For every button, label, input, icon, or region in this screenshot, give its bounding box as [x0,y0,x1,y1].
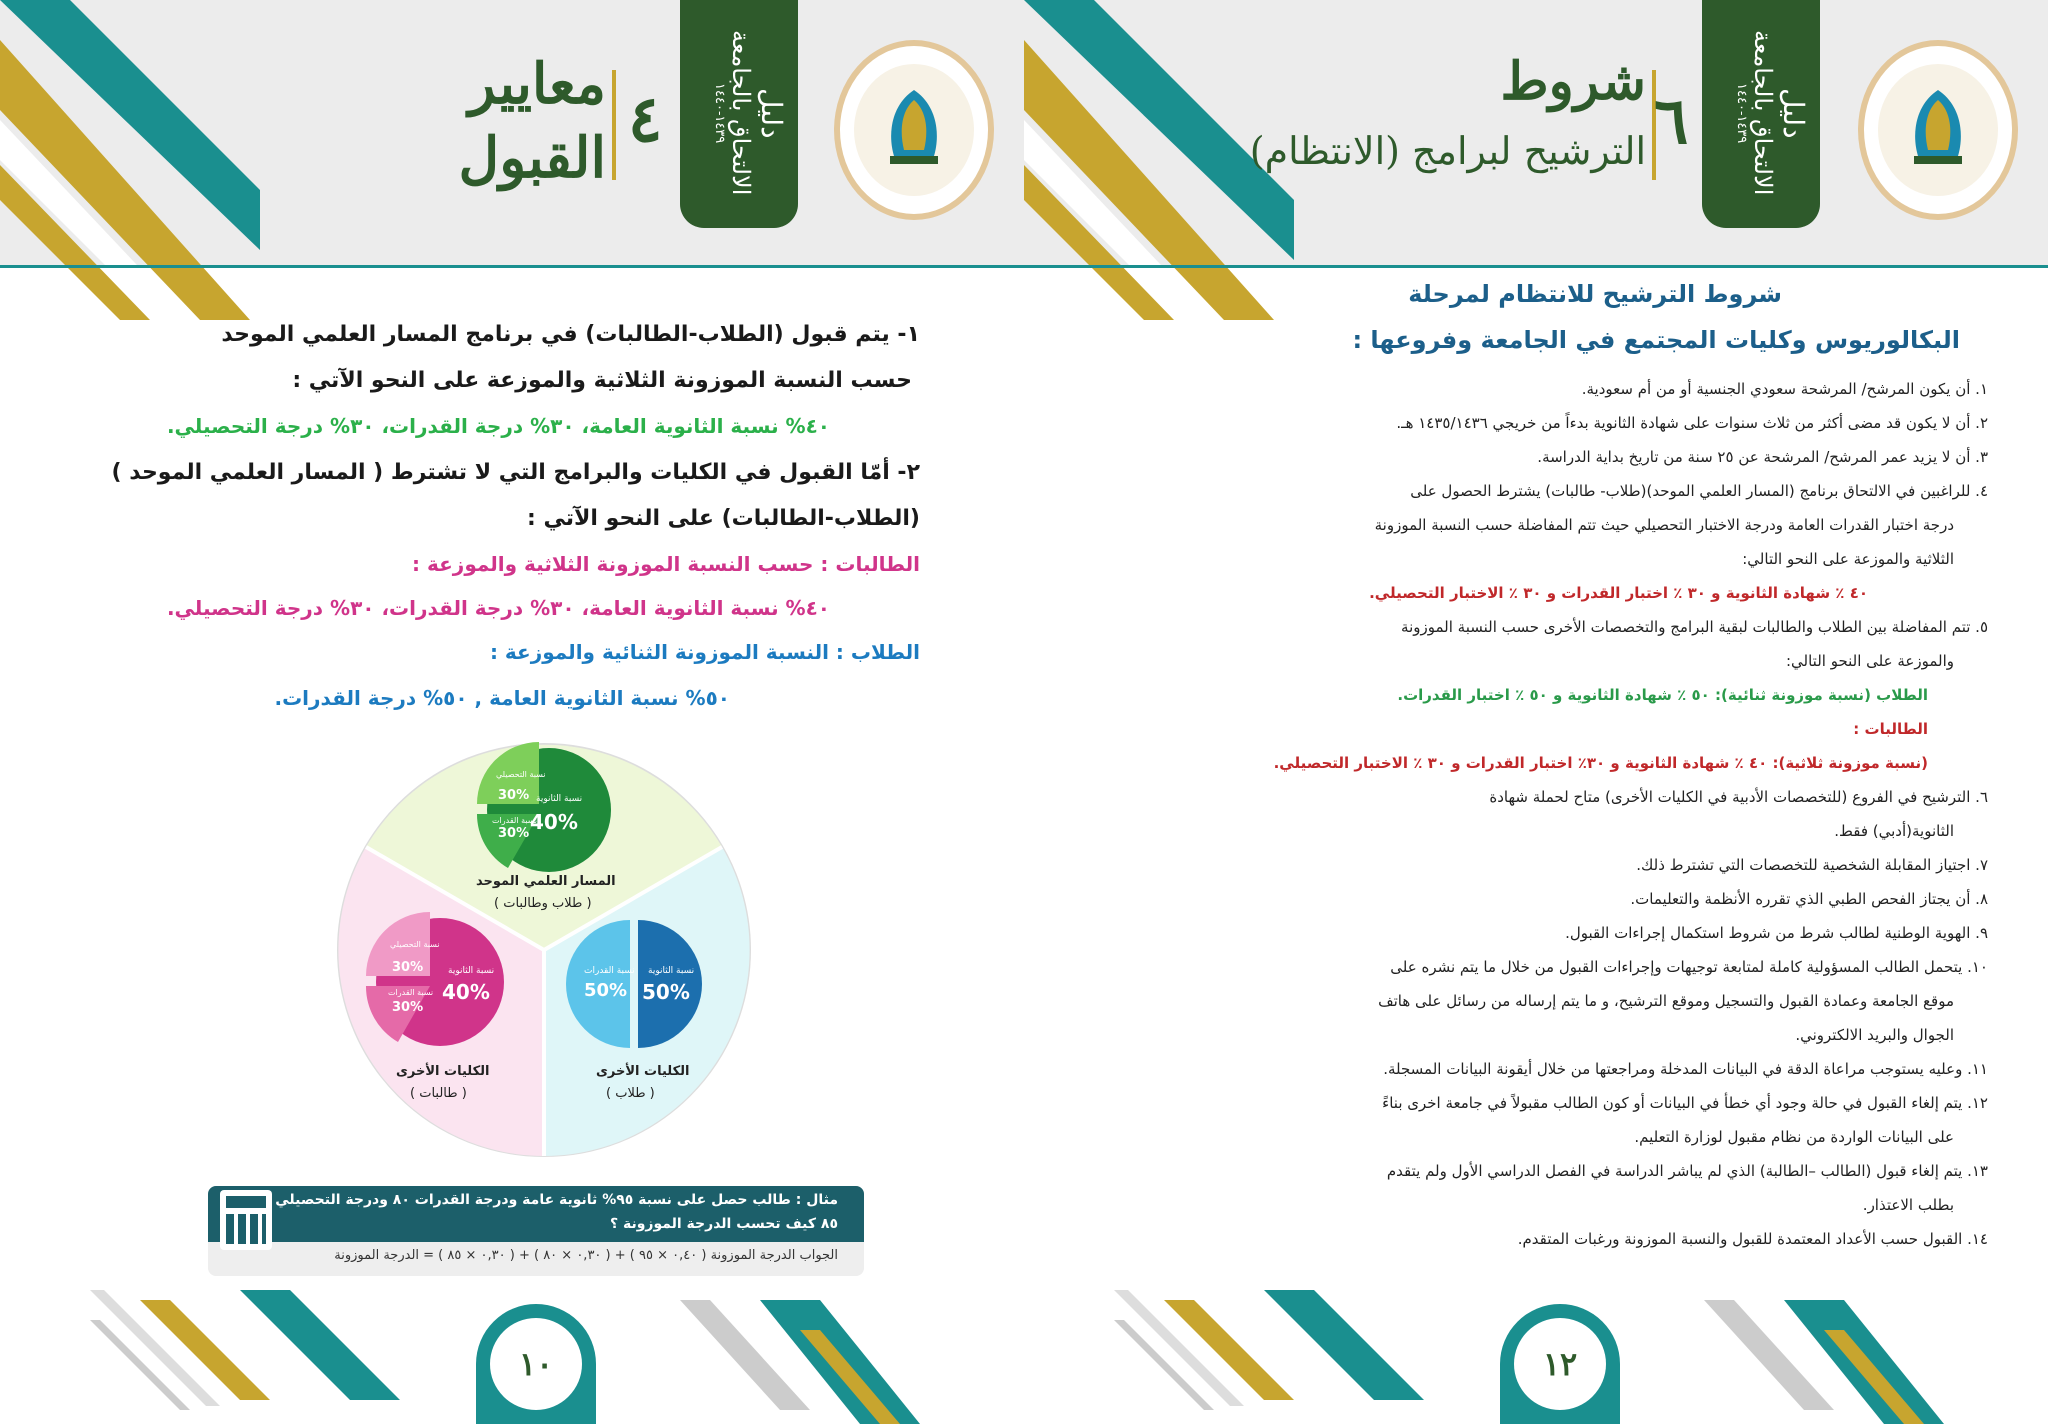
left-section-title-line2: القبول [458,125,606,191]
left-pie-small2-caption: نسبة القدرات [388,988,434,997]
left-university-logo [834,40,994,220]
left-pie-big-caption: نسبة الثانوية [448,966,495,976]
top-pie-small1-caption: نسبة التحصيلي [496,770,546,779]
condition-line: موقع الجامعة وعمادة القبول والتسجيل وموقع الترشيح، و ما يتم إرساله من رسائل على هاتف [1378,992,1954,1010]
left-pie-small1-pct: 30% [392,960,424,975]
condition-line: الطلاب (نسبة موزونة ثنائية): ٥٠ ٪ شهادة الثانوية و ٥٠ ٪ اختبار القدرات. [1397,686,1928,704]
left-page-number-badge [476,1304,596,1424]
left-segment-sublabel: ( طالبات ) [410,1086,467,1101]
right-heading-line1: شروط الترشيح للانتظام لمرحلة [1408,280,1782,308]
left-guide-subtitle: الالتحاق بالجامعة [727,30,755,196]
admission-weights-wheel [334,724,754,1176]
right-segment-sublabel: ( طلاب ) [606,1086,655,1101]
example-question-line2: ٨٥ كيف تحسب الدرجة الموزونة ؟ [609,1216,838,1232]
right-pie-big-pct: 50% [642,980,690,1004]
condition-line: ٧. اجتياز المقابلة الشخصية للتخصصات التي تشترط ذلك. [1636,856,1988,874]
condition-line: ١٤. القبول حسب الأعداد المعتمدة للقبول والنسبة الموزونة ورغبات المتقدم. [1517,1230,1988,1248]
top-segment-sublabel: ( طلاب وطالبات ) [494,896,592,911]
condition-line: درجة اختبار القدرات العامة ودرجة الاختبار التحصيلي حيث تتم المفاضلة حسب النسبة الموزونة [1374,516,1954,534]
top-pie-small1-pct: 30% [498,788,530,803]
top-pie-big-caption: نسبة الثانوية [536,794,583,804]
condition-line: الثانوية(أدبي) فقط. [1834,822,1954,840]
left-header-divider [0,265,1024,268]
right-section-title-line1: شروط [1500,51,1646,112]
conditions-list [1088,372,1988,1256]
condition-line: (نسبة موزونة ثلاثية): ٤٠ ٪ شهادة الثانوية و ٣٠٪ اختبار القدرات و ٣٠ ٪ الاختبار التحصيلي. [1273,754,1928,772]
condition-line: ١. أن يكون المرشح/ المرشحة سعودي الجنسية أو من أم سعودية. [1581,380,1988,398]
condition-line: ٤. للراغبين في الالتحاق برنامج (المسار العلمي الموحد)(طلاب- طالبات) يشترط الحصول على [1410,482,1988,500]
right-section-title-line2: الترشيح لبرامج (الانتظام) [1249,129,1646,173]
left-pie-small1-caption: نسبة التحصيلي [390,940,440,949]
right-page-number-badge [1500,1304,1620,1424]
left-footer-stripes-icon [60,1290,420,1424]
condition-line: ٤٠ ٪ شهادة الثانوية و ٣٠ ٪ اختبار القدرات و ٣٠ ٪ الاختبار التحصيلي. [1369,584,1868,602]
calculator-icon [220,1190,272,1250]
right-heading-line2: البكالوريوس وكليات المجتمع في الجامعة وفروعها : [1352,326,1960,354]
condition-line: والموزعة على النحو التالي: [1785,652,1954,670]
right-pie-big-caption: نسبة الثانوية [648,966,695,976]
left-guide-title: دليل [755,87,788,139]
left-pie-big-pct: 40% [442,980,490,1004]
condition-line: ٩. الهوية الوطنية لطالب شرط من شروط استكمال إجراءات القبول. [1565,924,1988,942]
left-segment-label: الكليات الأخرى [396,1064,490,1079]
left-logo-emblem-icon [880,86,948,170]
left-item1-weights: ٤٠% نسبة الثانوية العامة، ٣٠% درجة القدرات، ٣٠% درجة التحصيلي. [166,414,830,438]
right-footer-stripes-right-icon [1684,1300,2044,1424]
left-female-weights: ٤٠% نسبة الثانوية العامة، ٣٠% درجة القدرات، ٣٠% درجة التحصيلي. [166,596,830,620]
condition-line: ١٠. يتحمل الطالب المسؤولية كاملة لمتابعة توجيهات وإجراءات القبول من خلال ما يتم نشره على [1390,958,1988,976]
left-item2-line2: (الطلاب-الطالبات) على النحو الآتي : [527,506,920,531]
left-guide-tab [680,0,798,228]
condition-line: ٢. أن لا يكون قد مضى أكثر من ثلاث سنوات على شهادة الثانوية بدءاً من خريجي ١٤٣٥/١٤٣٦ هـ. [1396,414,1988,432]
right-guide-year: ١٤٣٩-١٤٤٠ [1734,82,1749,144]
condition-line: على البيانات الواردة من نظام مقبول لوزارة التعليم. [1634,1128,1954,1146]
top-segment-label: المسار العلمي الموحد [476,874,616,889]
right-university-logo [1858,40,2018,220]
right-pie-small-pct: 50% [584,980,628,1001]
right-guide-subtitle: الالتحاق بالجامعة [1749,30,1777,196]
left-section-title-line1: معايير [468,51,606,117]
left-male-weights: ٥٠% نسبة الثانوية العامة , ٥٠% درجة القدرات. [274,686,730,710]
left-guide-year: ١٤٣٩-١٤٤٠ [712,82,727,144]
left-section-number: ٤ [628,82,663,157]
left-male-heading: الطلاب : النسبة الموزونة الثنائية والموزعة : [489,640,920,664]
condition-line: ٨. أن يجتاز الفحص الطبي الذي تقرره الأنظمة والتعليمات. [1630,890,1988,908]
right-section-number: ٦ [1654,84,1689,159]
left-page-number: ١٠ [490,1318,582,1410]
example-question-line1: مثال : طالب حصل على نسبة ٩٥% ثانوية عامة ودرجة القدرات ٨٠ ودرجة التحصيلي [275,1192,838,1208]
left-female-heading: الطالبات : حسب النسبة الموزونة الثلاثية والموزعة : [412,552,920,576]
left-item1-line2: حسب النسبة الموزونة الثلاثية والموزعة على النحو الآتي : [292,368,912,393]
right-footer-stripes-icon [1084,1290,1444,1424]
condition-line: الثلاثية والموزعة على النحو التالي: [1742,550,1954,568]
top-pie-small2-caption: نسبة القدرات [492,816,538,825]
right-guide-title: دليل [1777,87,1810,139]
condition-line: بطلب الاعتذار. [1862,1196,1954,1214]
condition-line: ١٢. يتم إلغاء القبول في حالة وجود أي خطأ في البيانات أو كون الطالب مقبولاً في جامعة اخرى بناءً [1382,1094,1988,1112]
left-item1-line1: ١- يتم قبول (الطلاب-الطالبات) في برنامج المسار العلمي الموحد [221,322,920,347]
condition-line: الجوال والبريد الالكتروني. [1795,1026,1954,1044]
right-segment-label: الكليات الأخرى [596,1064,690,1079]
condition-line: ١١. وعليه يستوجب مراعاة الدقة في البيانات المدخلة ومراجعتها من خلال أيقونة البيانات المسجلة. [1383,1060,1988,1078]
condition-line: ٣. أن لا يزيد عمر المرشح/ المرشحة عن ٢٥ سنة من تاريخ بداية الدراسة. [1537,448,1988,466]
left-item2-line1: ٢- أمّا القبول في الكليات والبرامج التي لا تشترط ( المسار العلمي الموحد ) [111,460,920,485]
left-footer-stripes-right-icon [660,1300,1020,1424]
left-title-bar [612,70,616,180]
right-logo-emblem-icon [1904,86,1972,170]
right-page-number: ١٢ [1514,1318,1606,1410]
condition-line: الطالبات : [1853,720,1928,738]
example-answer: الجواب الدرجة الموزونة ( ٠,٤٠ × ٩٥ ) + ( ٠,٣٠ × ٨٠ ) + ( ٠,٣٠ × ٨٥ ) = الدرجة الموزونة [334,1248,838,1263]
right-header-divider [1024,265,2048,268]
top-pie-big-pct: 40% [530,810,578,834]
right-page [1024,0,2048,1424]
condition-line: ١٣. يتم إلغاء قبول (الطالب –الطالبة) الذي لم يباشر الدراسة في الفصل الدراسي الأول ولم يتقدم [1386,1162,1988,1180]
example-question-band [208,1186,864,1242]
weighted-score-example-box [208,1186,864,1276]
top-pie-small2-pct: 30% [498,826,530,841]
right-guide-tab [1702,0,1820,228]
left-header-stripes-icon [0,0,260,330]
condition-line: ٦. الترشيح في الفروع (للتخصصات الأدبية في الكليات الأخرى) متاح لحملة شهادة [1489,788,1988,806]
left-pie-small2-pct: 30% [392,1000,424,1015]
condition-line: ٥. تتم المفاضلة بين الطلاب والطالبات لبقية البرامج والتخصصات الأخرى حسب النسبة الموزونة [1401,618,1988,636]
right-pie-small-caption: نسبة القدرات [584,966,635,976]
